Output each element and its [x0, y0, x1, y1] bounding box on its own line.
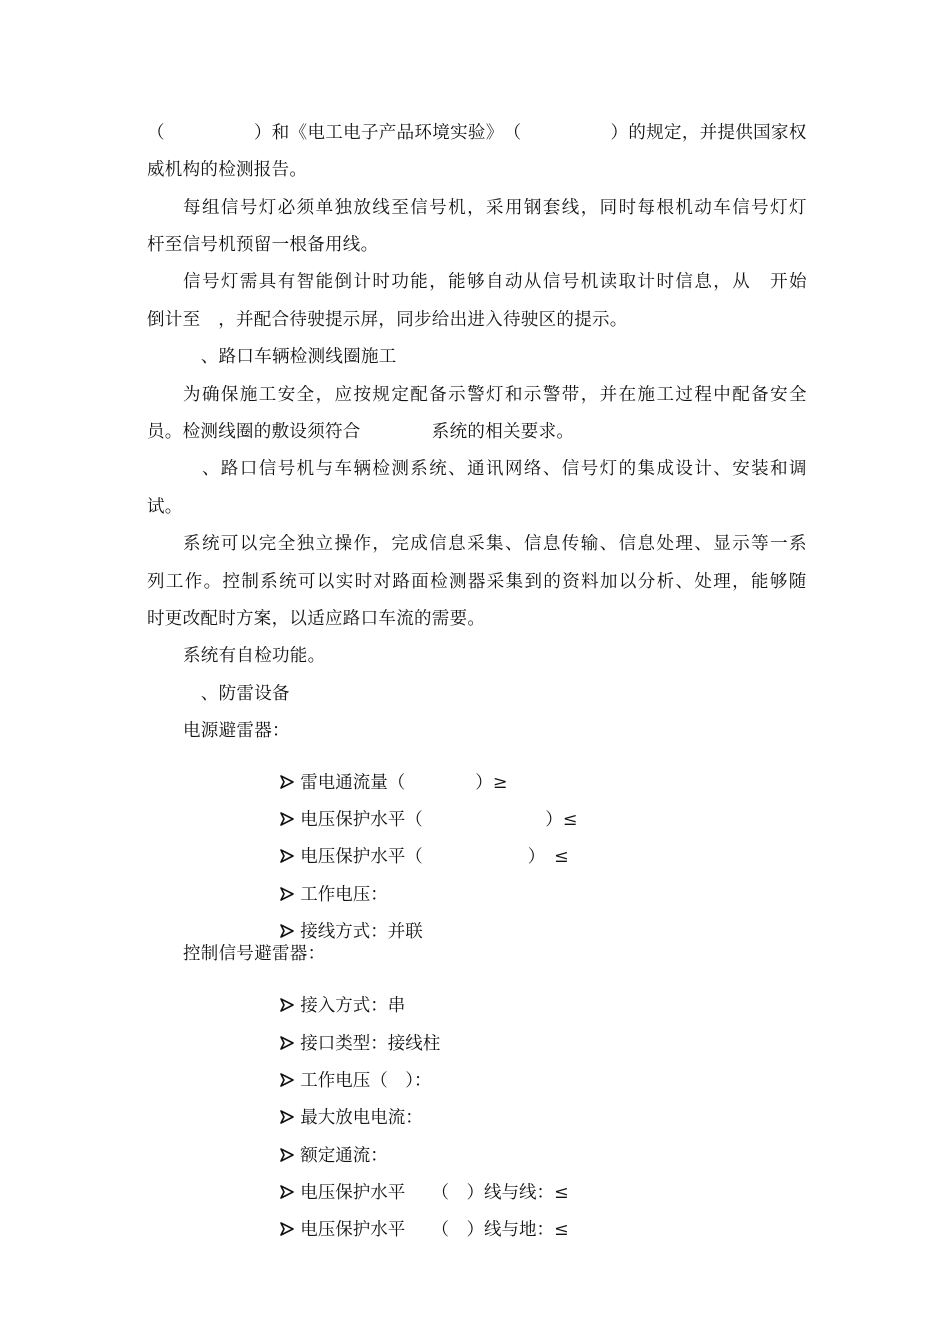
glyph: 程	[694, 385, 713, 405]
arrow-bullet-icon	[280, 924, 294, 938]
glyph: 统	[201, 534, 220, 554]
glyph: 信	[618, 534, 637, 554]
glyph: 系	[183, 534, 201, 554]
glyph: 定	[391, 385, 410, 405]
glyph: 处	[656, 534, 675, 554]
glyph	[200, 122, 218, 144]
glyph: 同	[599, 198, 618, 218]
glyph: 一	[770, 534, 788, 554]
glyph: 操	[334, 534, 353, 554]
glyph: 号	[429, 198, 447, 218]
text-line	[183, 458, 807, 480]
glyph: 、	[448, 459, 466, 479]
glyph: 、	[675, 572, 694, 592]
text-line	[183, 384, 807, 406]
glyph: 机	[296, 459, 315, 479]
glyph: 成	[410, 534, 429, 554]
glyph: ，	[732, 572, 750, 592]
glyph: 权	[788, 123, 807, 143]
glyph: 施	[637, 385, 656, 405]
glyph: 、	[694, 534, 713, 554]
glyph: 备	[429, 385, 447, 405]
text-line: 威机构的检测报告。	[147, 160, 308, 180]
glyph: 测	[449, 572, 467, 592]
glyph: 规	[646, 123, 664, 143]
glyph: 辆	[353, 459, 372, 479]
glyph: 时	[354, 572, 373, 592]
glyph: 从	[523, 272, 542, 292]
glyph: 示	[523, 385, 542, 405]
glyph: 完	[258, 534, 277, 554]
glyph: 确	[201, 385, 220, 405]
glyph: 需	[239, 272, 258, 292]
glyph: 对	[373, 572, 392, 592]
glyph: 定	[664, 123, 682, 143]
glyph: 号	[561, 272, 580, 292]
glyph	[236, 122, 254, 144]
glyph: 安	[277, 385, 296, 405]
glyph: 时	[618, 198, 637, 218]
glyph: 灯	[599, 459, 618, 479]
list-item-text: 最大放电电流：	[300, 1108, 423, 1128]
glyph: 装	[751, 459, 769, 479]
glyph: 示	[448, 385, 466, 405]
glyph: 信	[542, 272, 561, 292]
glyph: 独	[334, 198, 353, 218]
glyph: 传	[561, 534, 580, 554]
glyph: 分	[637, 572, 656, 592]
glyph: 、	[201, 459, 220, 479]
text-line	[183, 533, 807, 555]
glyph: 应	[334, 385, 353, 405]
glyph: 、	[599, 534, 618, 554]
glyph: 的	[628, 123, 647, 143]
glyph: 集	[505, 572, 524, 592]
glyph: 作	[353, 534, 372, 554]
glyph: ，	[429, 272, 447, 292]
glyph: 实	[450, 123, 468, 143]
glyph: 和	[770, 459, 788, 479]
glyph: 息	[637, 534, 656, 554]
glyph: 验	[467, 123, 486, 143]
glyph: 》	[485, 123, 504, 143]
glyph: 资	[562, 572, 581, 592]
glyph: 灯	[770, 198, 788, 218]
glyph: 供	[735, 123, 754, 143]
glyph: 保	[220, 385, 239, 405]
glyph: 以	[316, 572, 335, 592]
glyph: ，	[580, 198, 599, 218]
glyph: 子	[360, 123, 379, 143]
glyph: 到	[524, 572, 543, 592]
glyph	[218, 122, 236, 144]
glyph: 作	[184, 572, 203, 592]
glyph: 够	[467, 272, 485, 292]
text-line	[147, 122, 807, 144]
glyph: 机	[675, 198, 694, 218]
glyph: 口	[239, 459, 258, 479]
glyph: 显	[713, 534, 732, 554]
glyph: 施	[239, 385, 258, 405]
glyph: 和	[271, 123, 290, 143]
list-item-text: 工作电压：	[300, 885, 388, 905]
glyph: 完	[391, 534, 410, 554]
section-heading: 、防雷设备	[183, 684, 290, 704]
list-item-text: 额定通流：	[300, 1146, 388, 1166]
glyph: 按	[353, 385, 372, 405]
glyph: 路	[392, 572, 411, 592]
glyph: 并	[599, 385, 618, 405]
glyph: 检	[372, 459, 391, 479]
glyph: （	[503, 123, 522, 143]
glyph	[183, 122, 201, 144]
glyph: 灯	[486, 385, 504, 405]
glyph: 用	[504, 198, 523, 218]
glyph: 全	[296, 385, 315, 405]
glyph: 线	[561, 198, 580, 218]
glyph: 成	[656, 459, 675, 479]
glyph: 面	[411, 572, 430, 592]
text-line: 倒计至 ，并配合待驶提示屏，同步给出进入待驶区的提示。	[147, 310, 628, 330]
glyph: 信	[429, 534, 447, 554]
glyph: 配	[732, 385, 750, 405]
glyph: 工	[325, 123, 344, 143]
glyph: 电	[343, 123, 361, 143]
glyph: 取	[618, 272, 637, 292]
glyph: 理	[713, 572, 732, 592]
glyph: 车	[713, 198, 732, 218]
glyph: 国	[753, 123, 771, 143]
glyph: 网	[504, 459, 523, 479]
glyph: 能	[751, 572, 769, 592]
glyph: 始	[789, 272, 807, 292]
glyph: 根	[656, 198, 675, 218]
glyph: 理	[675, 534, 694, 554]
glyph: 输	[580, 534, 599, 554]
glyph: 够	[769, 572, 788, 592]
glyph: ）	[253, 123, 272, 143]
glyph: 号	[580, 459, 599, 479]
list-item-text: 电压保护水平 （ ）线与线：≤	[300, 1183, 569, 1203]
glyph	[593, 122, 611, 144]
glyph: 须	[296, 198, 315, 218]
section-heading: 、路口车辆检测线圈施工	[183, 347, 397, 367]
glyph: 号	[201, 272, 220, 292]
glyph: 与	[315, 459, 334, 479]
glyph: 信	[732, 198, 750, 218]
glyph: 能	[410, 272, 429, 292]
glyph: 采	[486, 198, 504, 218]
glyph: 以	[239, 534, 258, 554]
glyph: 实	[335, 572, 354, 592]
glyph: 为	[183, 385, 201, 405]
glyph: 《	[289, 123, 308, 143]
glyph: 信	[410, 198, 429, 218]
glyph: 系	[410, 459, 429, 479]
glyph: 讯	[486, 459, 504, 479]
glyph: ，	[681, 123, 700, 143]
glyph: 警	[467, 385, 485, 405]
glyph: 息	[542, 534, 561, 554]
glyph: ，	[315, 385, 334, 405]
glyph: 析	[656, 572, 675, 592]
glyph: 工	[258, 385, 277, 405]
text-line: 杆至信号机预留一根备用线。	[147, 235, 379, 255]
list-item	[258, 1197, 569, 1263]
glyph: 检	[430, 572, 448, 592]
glyph: 可	[298, 572, 316, 592]
glyph: 时	[372, 272, 391, 292]
glyph	[575, 122, 593, 144]
glyph: 自	[486, 272, 504, 292]
glyph: 计	[637, 272, 656, 292]
glyph: 过	[675, 385, 694, 405]
glyph: 中	[713, 385, 732, 405]
glyph: 调	[789, 459, 807, 479]
text-line	[147, 571, 807, 593]
glyph: 通	[467, 459, 485, 479]
glyph: 、	[713, 459, 732, 479]
glyph: 信	[523, 534, 542, 554]
glyph: 以	[618, 572, 637, 592]
glyph: 号	[751, 198, 769, 218]
glyph: （	[147, 123, 165, 143]
glyph: ，	[580, 385, 599, 405]
glyph: 列	[147, 572, 165, 592]
glyph: 、	[542, 459, 561, 479]
glyph: 随	[788, 572, 807, 592]
glyph: 钢	[523, 198, 542, 218]
glyph: 。	[203, 572, 222, 592]
arrow-bullet-icon	[280, 1222, 294, 1236]
glyph: 系	[789, 534, 807, 554]
text-line	[183, 197, 807, 219]
glyph: 能	[315, 272, 334, 292]
glyph: 规	[372, 385, 391, 405]
glyph	[751, 271, 769, 293]
arrow-bullet-icon	[280, 849, 294, 863]
glyph: 机	[580, 272, 599, 292]
glyph: 测	[391, 459, 410, 479]
text-line: 员。检测线圈的敷设须符合 系统的相关要求。	[147, 422, 575, 442]
glyph: 、	[504, 534, 523, 554]
glyph: 从	[732, 272, 750, 292]
glyph: 备	[751, 385, 769, 405]
glyph: 信	[220, 198, 239, 218]
glyph: 采	[467, 534, 485, 554]
glyph: 每	[183, 198, 201, 218]
glyph: 读	[599, 272, 618, 292]
glyph: 在	[618, 385, 637, 405]
glyph: 等	[751, 534, 769, 554]
glyph: 安	[770, 385, 788, 405]
glyph: 安	[732, 459, 750, 479]
glyph: 独	[296, 534, 315, 554]
glyph: 统	[429, 459, 447, 479]
text-line	[183, 271, 807, 293]
glyph: 号	[277, 459, 296, 479]
glyph: 全	[277, 534, 296, 554]
glyph	[521, 122, 539, 144]
glyph: 信	[258, 459, 277, 479]
glyph: 必	[277, 198, 296, 218]
glyph: 放	[353, 198, 372, 218]
glyph: 境	[432, 123, 451, 143]
glyph: 时	[656, 272, 675, 292]
glyph: 配	[410, 385, 429, 405]
glyph	[165, 122, 183, 144]
list-item-text: 工作电压（ ）：	[300, 1071, 432, 1091]
text-line: 试。	[147, 497, 183, 517]
glyph: 信	[561, 459, 580, 479]
glyph: 单	[315, 198, 334, 218]
glyph: 息	[448, 534, 466, 554]
glyph: 组	[201, 198, 220, 218]
glyph: 灯	[789, 198, 807, 218]
glyph: 灯	[220, 272, 239, 292]
glyph: 至	[391, 198, 410, 218]
glyph: 集	[637, 459, 656, 479]
glyph: 制	[241, 572, 260, 592]
glyph: 计	[353, 272, 372, 292]
glyph: 处	[694, 572, 713, 592]
glyph: 线	[372, 198, 391, 218]
glyph: 动	[504, 272, 523, 292]
list-item-text: 接线方式：并联	[300, 922, 423, 942]
list-item-text: 接口类型：接线柱	[300, 1034, 441, 1054]
glyph: 和	[504, 385, 523, 405]
glyph: 全	[789, 385, 807, 405]
glyph: 产	[378, 123, 397, 143]
arrow-bullet-icon	[280, 998, 294, 1012]
glyph: 机	[448, 198, 466, 218]
glyph: 每	[637, 198, 656, 218]
glyph: 警	[542, 385, 561, 405]
glyph: 电	[307, 123, 326, 143]
glyph: 具	[258, 272, 277, 292]
glyph: 家	[770, 123, 789, 143]
glyph: 信	[183, 272, 201, 292]
glyph: 集	[486, 534, 504, 554]
glyph: 示	[732, 534, 750, 554]
glyph: 设	[675, 459, 694, 479]
glyph: 动	[694, 198, 713, 218]
arrow-bullet-icon	[280, 1110, 294, 1124]
power-arrester-heading: 电源避雷器：	[183, 721, 290, 741]
glyph: 车	[334, 459, 353, 479]
glyph: 品	[396, 123, 415, 143]
signal-arrester-heading: 控制信号避雷器：	[183, 944, 326, 964]
glyph: 息	[694, 272, 713, 292]
glyph: 采	[486, 572, 505, 592]
glyph: 信	[675, 272, 694, 292]
glyph: 有	[277, 272, 296, 292]
glyph: 立	[315, 534, 334, 554]
glyph: 的	[618, 459, 637, 479]
glyph: 工	[656, 385, 675, 405]
glyph: 能	[448, 272, 466, 292]
glyph	[183, 458, 201, 480]
glyph: 套	[542, 198, 561, 218]
glyph	[539, 122, 557, 144]
glyph: 系	[260, 572, 279, 592]
glyph: 功	[391, 272, 410, 292]
glyph	[557, 122, 575, 144]
glyph: 并	[699, 123, 718, 143]
glyph: 倒	[334, 272, 353, 292]
text-line: 系统有自检功能。	[183, 646, 326, 666]
glyph: 灯	[258, 198, 277, 218]
glyph: 工	[165, 572, 184, 592]
glyph: 加	[600, 572, 618, 592]
glyph: 路	[220, 459, 239, 479]
glyph: ）	[610, 123, 629, 143]
glyph: 统	[279, 572, 297, 592]
list-item-text: 电压保护水平 （ ）线与地：≤	[300, 1220, 569, 1240]
list-item-text: 雷电通流量（ ）≥	[300, 773, 508, 793]
glyph: ，	[372, 534, 391, 554]
glyph: 计	[694, 459, 713, 479]
list-item-text: 电压保护水平（ ） ≤	[300, 847, 569, 867]
glyph: 智	[296, 272, 315, 292]
glyph: 开	[770, 272, 788, 292]
glyph: 环	[414, 123, 433, 143]
list-item-text: 电压保护水平（ ）≤	[300, 810, 578, 830]
glyph: 带	[561, 385, 580, 405]
glyph: 器	[467, 572, 486, 592]
list-item-text: 接入方式：串	[300, 996, 406, 1016]
glyph: 可	[220, 534, 239, 554]
glyph: 控	[222, 572, 241, 592]
glyph: 料	[581, 572, 599, 592]
glyph: ，	[467, 198, 485, 218]
glyph: 的	[543, 572, 562, 592]
glyph: 号	[239, 198, 258, 218]
text-line: 时更改配时方案，以适应路口车流的需要。	[147, 609, 486, 629]
glyph: 络	[523, 459, 542, 479]
glyph: 提	[717, 123, 736, 143]
glyph: ，	[713, 272, 732, 292]
